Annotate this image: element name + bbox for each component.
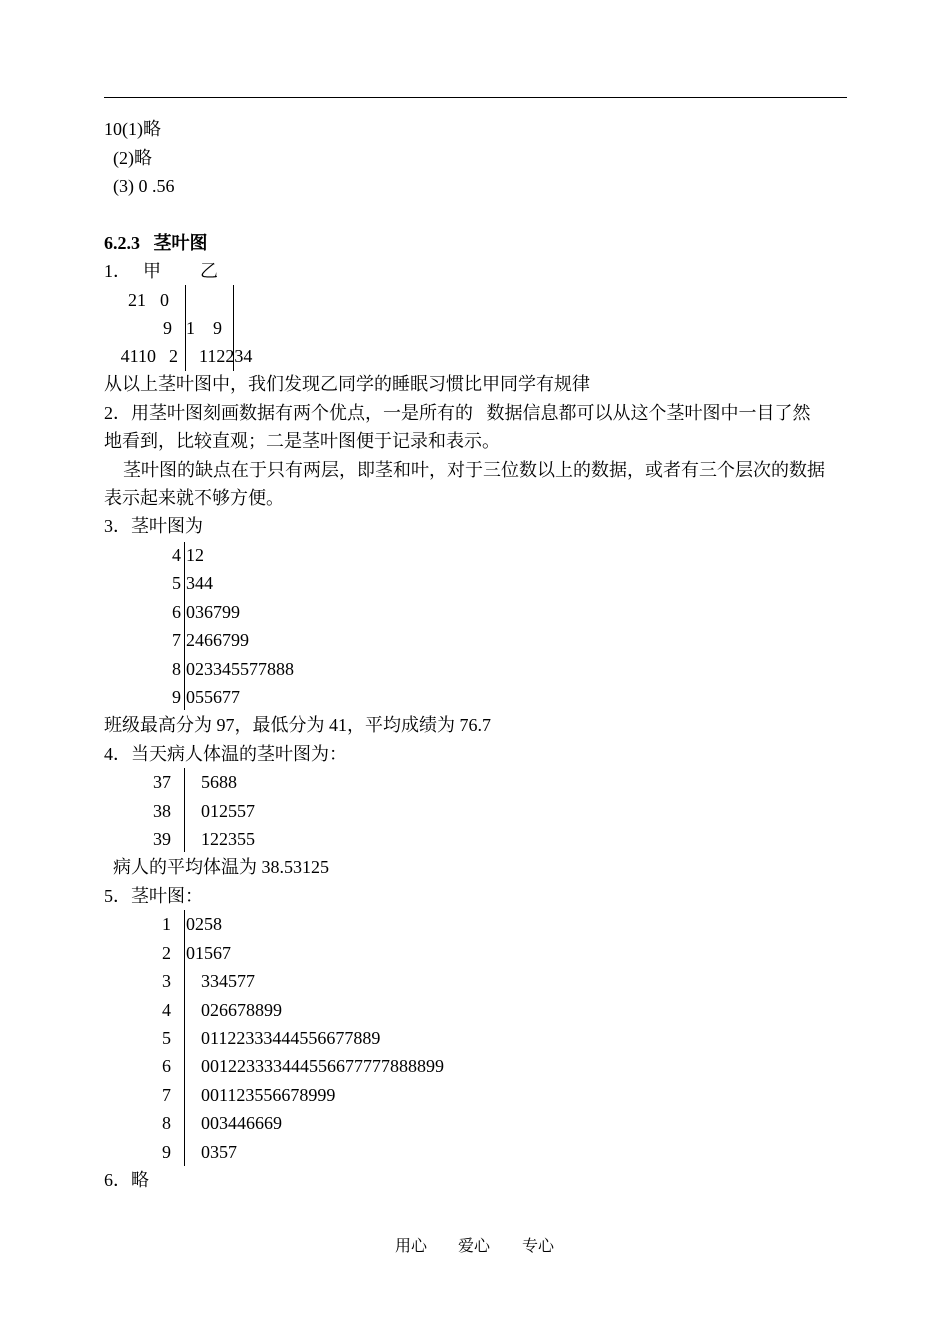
q3-result: 班级最高分为 97，最低分为 41，平均成绩为 76.7 (104, 715, 491, 735)
q1-label-jia: 甲 (143, 261, 161, 281)
q3-title: 3．茎叶图为 (104, 516, 203, 536)
q2-text-line4: 表示起来就不够方便。 (104, 488, 284, 508)
q1-right-leaf: 9 (213, 318, 222, 338)
q4-stem: 38 (153, 801, 171, 821)
q5-leaf: 334577 (201, 971, 255, 991)
q1-left-leaf: 21 (128, 290, 146, 310)
q4-leaf: 5688 (201, 772, 237, 792)
answer-10-2: (2)略 (113, 148, 152, 168)
q5-stem: 4 (162, 1000, 171, 1020)
q4-stem: 37 (153, 772, 171, 792)
q4-stem-divider (184, 768, 185, 852)
q3-leaf: 023345577888 (186, 659, 294, 679)
q4-leaf: 012557 (201, 801, 255, 821)
footer-yongxin: 用心 (395, 1238, 428, 1255)
q4-result: 病人的平均体温为 38.53125 (113, 857, 329, 877)
q1-left-leaf: 9 (163, 318, 172, 338)
footer-aixin: 爱心 (458, 1238, 491, 1255)
q5-stem: 5 (162, 1028, 171, 1048)
q5-stem: 8 (162, 1113, 171, 1133)
q4-stem: 39 (153, 829, 171, 849)
q1-label-yi: 乙 (200, 261, 218, 281)
section-heading: 6.2.3 茎叶图 (104, 233, 208, 253)
q5-stem: 3 (162, 971, 171, 991)
header-rule (104, 97, 847, 98)
q5-leaf: 001123556678999 (201, 1085, 336, 1105)
q5-stem: 1 (162, 914, 171, 934)
q6-answer: 6．略 (104, 1170, 149, 1190)
q3-stem: 6 (172, 602, 181, 622)
q1-conclusion: 从以上茎叶图中，我们发现乙同学的睡眠习惯比甲同学有规律 (104, 374, 590, 394)
q5-leaf: 0357 (201, 1142, 237, 1162)
answer-10-3: (3) 0 .56 (113, 176, 175, 196)
q2-text-line3: 茎叶图的缺点在于只有两层，即茎和叶，对于三位数以上的数据，或者有三个层次的数据 (123, 460, 825, 480)
q1-left-leaf: 4110 (120, 346, 156, 366)
q5-leaf: 0258 (186, 914, 222, 934)
q3-leaf: 055677 (186, 687, 240, 707)
q3-leaf: 2466799 (186, 630, 249, 650)
q5-title: 5．茎叶图： (104, 886, 203, 906)
q1-right-leaf: 112234 (199, 346, 253, 366)
q3-stem: 7 (172, 630, 181, 650)
q5-leaf: 003446669 (201, 1113, 282, 1133)
q3-stem: 8 (172, 659, 181, 679)
q4-title: 4．当天病人体温的茎叶图为： (104, 744, 347, 764)
q3-leaf: 036799 (186, 602, 240, 622)
q1-stem: 1 (186, 318, 195, 338)
q1-stem-divider-right (233, 285, 234, 371)
q5-stem: 9 (162, 1142, 171, 1162)
q4-leaf: 122355 (201, 829, 255, 849)
q5-leaf: 01567 (186, 943, 231, 963)
q2-text-line1: 2．用茎叶图刻画数据有两个优点，一是所有的 数据信息都可以从这个茎叶图中一目了然 (104, 403, 811, 423)
answer-10-1: 10(1)略 (104, 119, 161, 139)
q1-stem: 2 (169, 346, 178, 366)
q3-stem: 4 (172, 545, 181, 565)
q5-stem: 2 (162, 943, 171, 963)
q5-stem: 6 (162, 1056, 171, 1076)
q1-stem: 0 (160, 290, 169, 310)
q1-number: 1． (104, 261, 131, 281)
q3-leaf: 344 (186, 573, 213, 593)
q3-stem-divider (184, 542, 185, 710)
q3-leaf: 12 (186, 545, 204, 565)
q3-stem: 9 (172, 687, 181, 707)
q5-leaf: 001223333444556677777888899 (201, 1056, 444, 1076)
q3-stem: 5 (172, 573, 181, 593)
footer-zhuanxin: 专心 (522, 1238, 555, 1255)
q5-leaf: 026678899 (201, 1000, 282, 1020)
q5-stem: 7 (162, 1085, 171, 1105)
q5-leaf: 01122333444556677889 (201, 1028, 381, 1048)
q5-stem-divider (184, 910, 185, 1166)
q1-stem-divider-left (185, 285, 186, 371)
q2-text-line2: 地看到，比较直观；二是茎叶图便于记录和表示。 (104, 431, 500, 451)
